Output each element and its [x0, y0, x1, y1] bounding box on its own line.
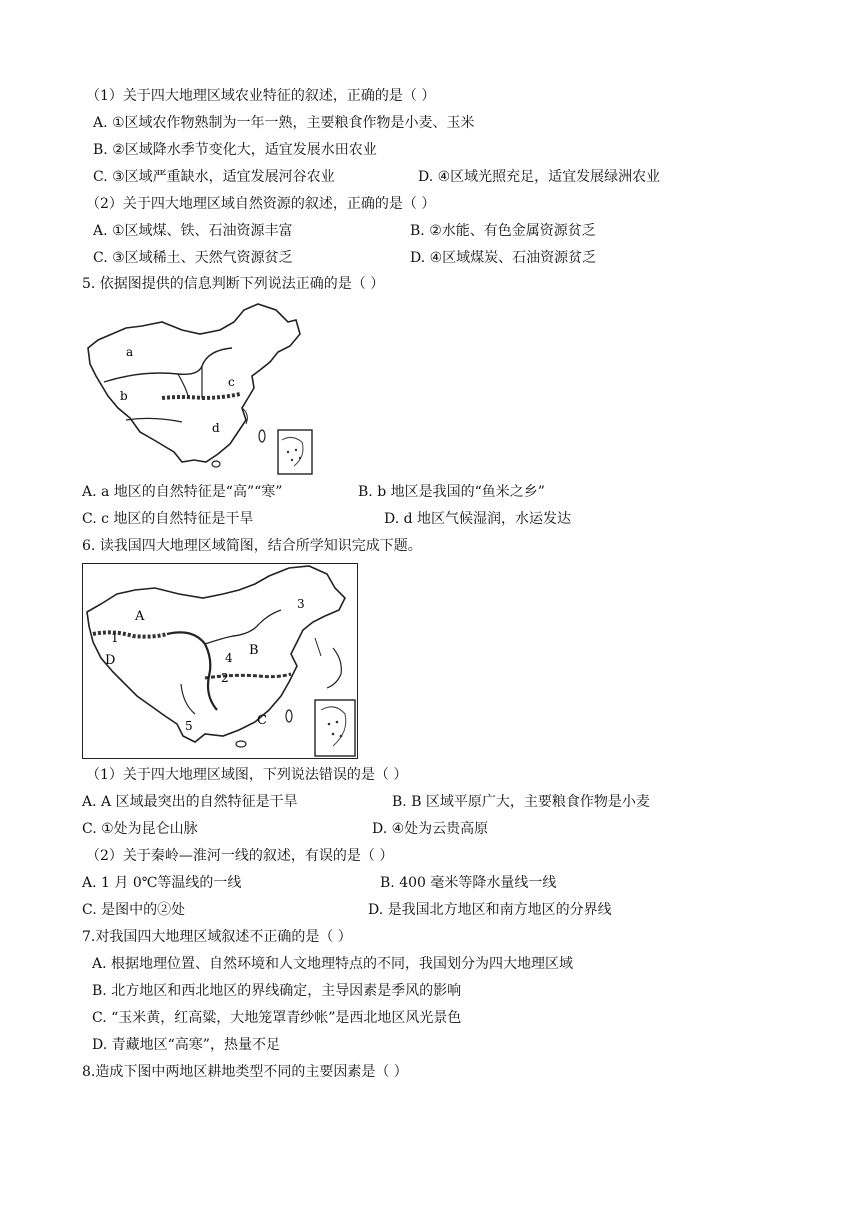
q6-map-label-1: 1 — [111, 631, 119, 645]
q6-sub2-option-b[interactable]: B. 400 毫米等降水量线一线 — [380, 875, 557, 891]
q4-sub2-stem: （2）关于四大地理区域自然资源的叙述，正确的是（ ） — [86, 196, 436, 212]
q6-sub2-stem: （2）关于秦岭—淮河一线的叙述，有误的是（ ） — [86, 848, 394, 864]
q6-map-label-b: B — [249, 643, 259, 658]
q6-sub2-option-a[interactable]: A. 1 月 0℃等温线的一线 — [82, 875, 242, 891]
q5-option-d[interactable]: D. d 地区气候湿润，水运发达 — [384, 511, 572, 527]
q6-sub1-stem: （1）关于四大地理区域图，下列说法错误的是（ ） — [86, 767, 408, 783]
q6-map-label-c: C — [257, 713, 267, 728]
q4-sub2-option-c[interactable]: C. ③区域稀土、天然气资源贫乏 — [93, 250, 293, 266]
q6-sub1-option-c[interactable]: C. ①处为昆仑山脉 — [82, 821, 198, 837]
q5-stem: 5. 依据图提供的信息判断下列说法正确的是（ ） — [82, 276, 385, 292]
q7-option-a[interactable]: A. 根据地理位置、自然环境和人文地理特点的不同，我国划分为四大地理区域 — [92, 956, 574, 972]
q4-sub2-option-b[interactable]: B. ②水能、有色金属资源贫乏 — [410, 223, 596, 239]
q5-option-c[interactable]: C. c 地区的自然特征是干旱 — [82, 511, 254, 527]
q5-map-label-c: c — [228, 375, 235, 389]
q7-stem: 7.对我国四大地理区域叙述不正确的是（ ） — [82, 929, 352, 945]
q6-sub2-option-d[interactable]: D. 是我国北方地区和南方地区的分界线 — [368, 902, 612, 918]
q5-option-b[interactable]: B. b 地区是我国的“鱼米之乡” — [358, 484, 545, 500]
q6-sub1-option-b[interactable]: B. B 区域平原广大，主要粮食作物是小麦 — [392, 794, 650, 810]
q6-sub2-option-c[interactable]: C. 是图中的②处 — [82, 902, 186, 918]
q6-map-label-a: A — [135, 609, 145, 624]
q4-sub1-option-b[interactable]: B. ②区域降水季节变化大，适宜发展水田农业 — [93, 142, 377, 158]
q5-map-label-b: b — [120, 389, 128, 403]
q5-china-region-map — [82, 300, 318, 476]
q5-option-a[interactable]: A. a 地区的自然特征是“高”“寒” — [82, 484, 283, 500]
q6-china-region-map — [82, 563, 358, 759]
q4-sub2-option-d[interactable]: D. ④区域煤炭、石油资源贫乏 — [410, 250, 597, 266]
q4-sub1-stem: （1）关于四大地理区域农业特征的叙述，正确的是（ ） — [86, 88, 436, 104]
q4-sub1-option-d[interactable]: D. ④区域光照充足，适宜发展绿洲农业 — [418, 169, 661, 185]
q6-map-label-4: 4 — [225, 651, 233, 665]
q4-sub1-option-a[interactable]: A. ①区域农作物熟制为一年一熟，主要粮食作物是小麦、玉米 — [93, 115, 475, 131]
q6-map-label-3: 3 — [297, 597, 305, 611]
q6-stem: 6. 读我国四大地理区域简图，结合所学知识完成下题。 — [82, 538, 422, 554]
q5-map-label-a: a — [126, 345, 134, 359]
q7-option-c[interactable]: C. “玉米黄，红高粱，大地笼罩青纱帐”是西北地区风光景色 — [92, 1010, 462, 1026]
q4-sub2-option-a[interactable]: A. ①区域煤、铁、石油资源丰富 — [93, 223, 293, 239]
q6-map-label-5: 5 — [185, 719, 193, 733]
q4-sub1-option-c[interactable]: C. ③区域严重缺水，适宜发展河谷农业 — [93, 169, 335, 185]
q6-sub1-option-a[interactable]: A. A 区域最突出的自然特征是干旱 — [82, 794, 298, 810]
q6-map-label-2: 2 — [221, 671, 229, 685]
q7-option-d[interactable]: D. 青藏地区“高寒”，热量不足 — [92, 1037, 280, 1053]
q8-stem: 8.造成下图中两地区耕地类型不同的主要因素是（ ） — [82, 1064, 408, 1080]
q5-map-svg — [82, 300, 318, 476]
q6-sub1-option-d[interactable]: D. ④处为云贵高原 — [372, 821, 489, 837]
q5-map-label-d: d — [212, 421, 220, 435]
q6-map-svg — [83, 564, 356, 757]
q6-map-label-d: D — [105, 653, 116, 668]
q7-option-b[interactable]: B. 北方地区和西北地区的界线确定，主导因素是季风的影响 — [92, 983, 462, 999]
